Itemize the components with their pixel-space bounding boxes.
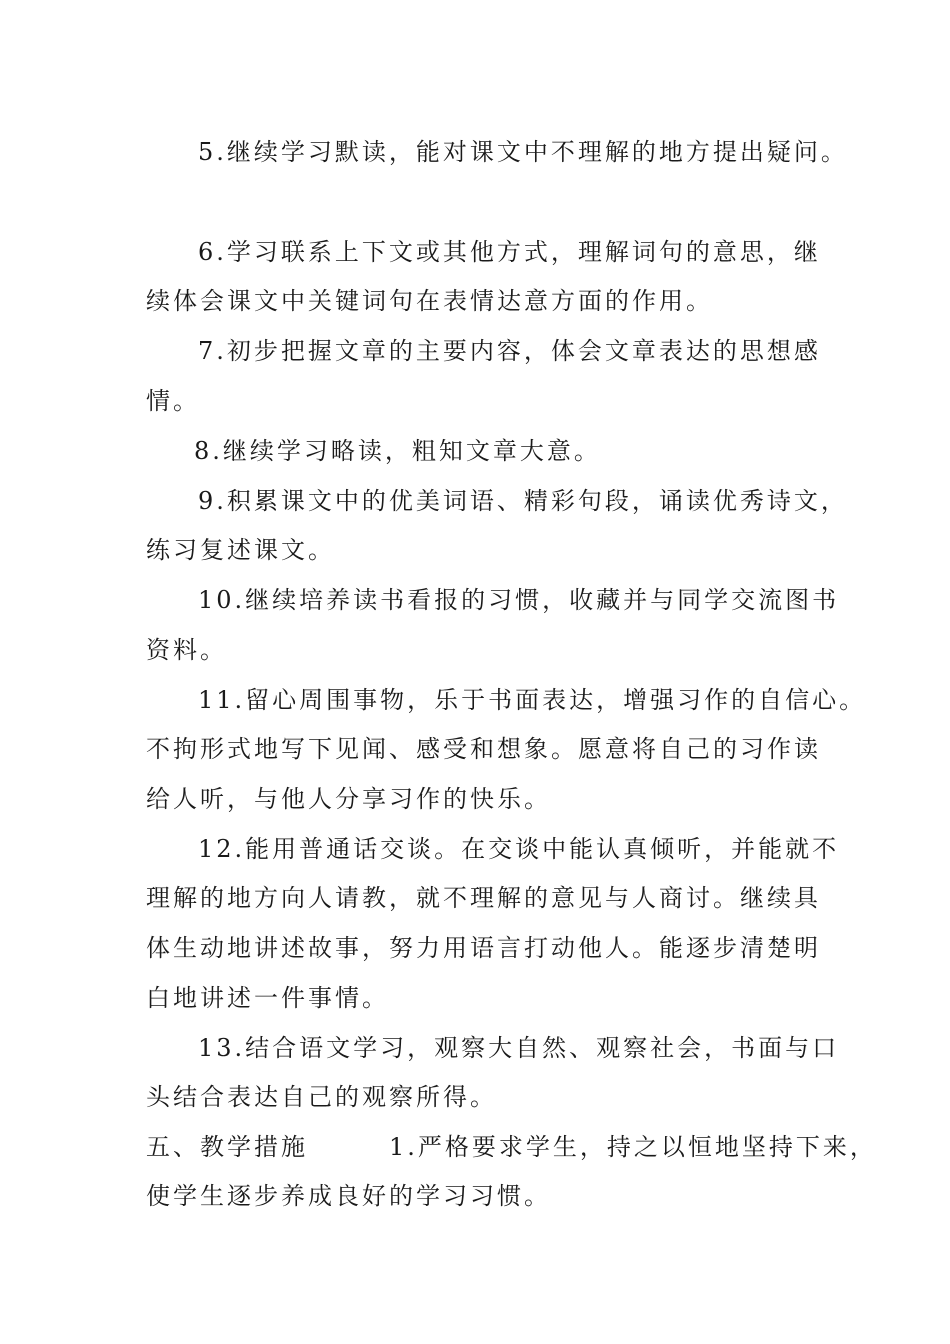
text-line: 11.留心周围事物，乐于书面表达，增强习作的自信心。 (198, 686, 867, 714)
text-line: 使学生逐步养成良好的学习习惯。 (146, 1182, 551, 1210)
text-line: 理解的地方向人请教，就不理解的意见与人商讨。继续具 (146, 884, 821, 912)
text-line: 续体会课文中关键词句在表情达意方面的作用。 (146, 287, 713, 315)
text-line: 6.学习联系上下文或其他方式，理解词句的意思，继 (198, 238, 821, 266)
text-line: 9.积累课文中的优美词语、精彩句段，诵读优秀诗文， (198, 487, 848, 515)
text-line: 头结合表达自己的观察所得。 (146, 1083, 497, 1111)
text-line: 10.继续培养读书看报的习惯，收藏并与同学交流图书 (198, 586, 840, 614)
text-line: 给人听，与他人分享习作的快乐。 (146, 785, 551, 813)
text-line: 7.初步把握文章的主要内容，体会文章表达的思想感 (198, 337, 821, 365)
text-line: 13.结合语文学习，观察大自然、观察社会，书面与口 (198, 1034, 840, 1062)
text-line: 练习复述课文。 (146, 536, 335, 564)
text-line: 情。 (146, 387, 200, 415)
text-line: 不拘形式地写下见闻、感受和想象。愿意将自己的习作读 (146, 735, 821, 763)
text-line: 8.继续学习略读，粗知文章大意。 (194, 437, 601, 465)
text-line: 体生动地讲述故事，努力用语言打动他人。能逐步清楚明 (146, 934, 821, 962)
text-line: 资料。 (146, 636, 227, 664)
text-line: 5.继续学习默读，能对课文中不理解的地方提出疑问。 (198, 138, 848, 166)
text-line: 12.能用普通话交谈。在交谈中能认真倾听，并能就不 (198, 835, 840, 863)
text-line: 五、教学措施 1.严格要求学生，持之以恒地坚持下来， (146, 1133, 877, 1161)
text-line: 白地讲述一件事情。 (146, 984, 389, 1012)
